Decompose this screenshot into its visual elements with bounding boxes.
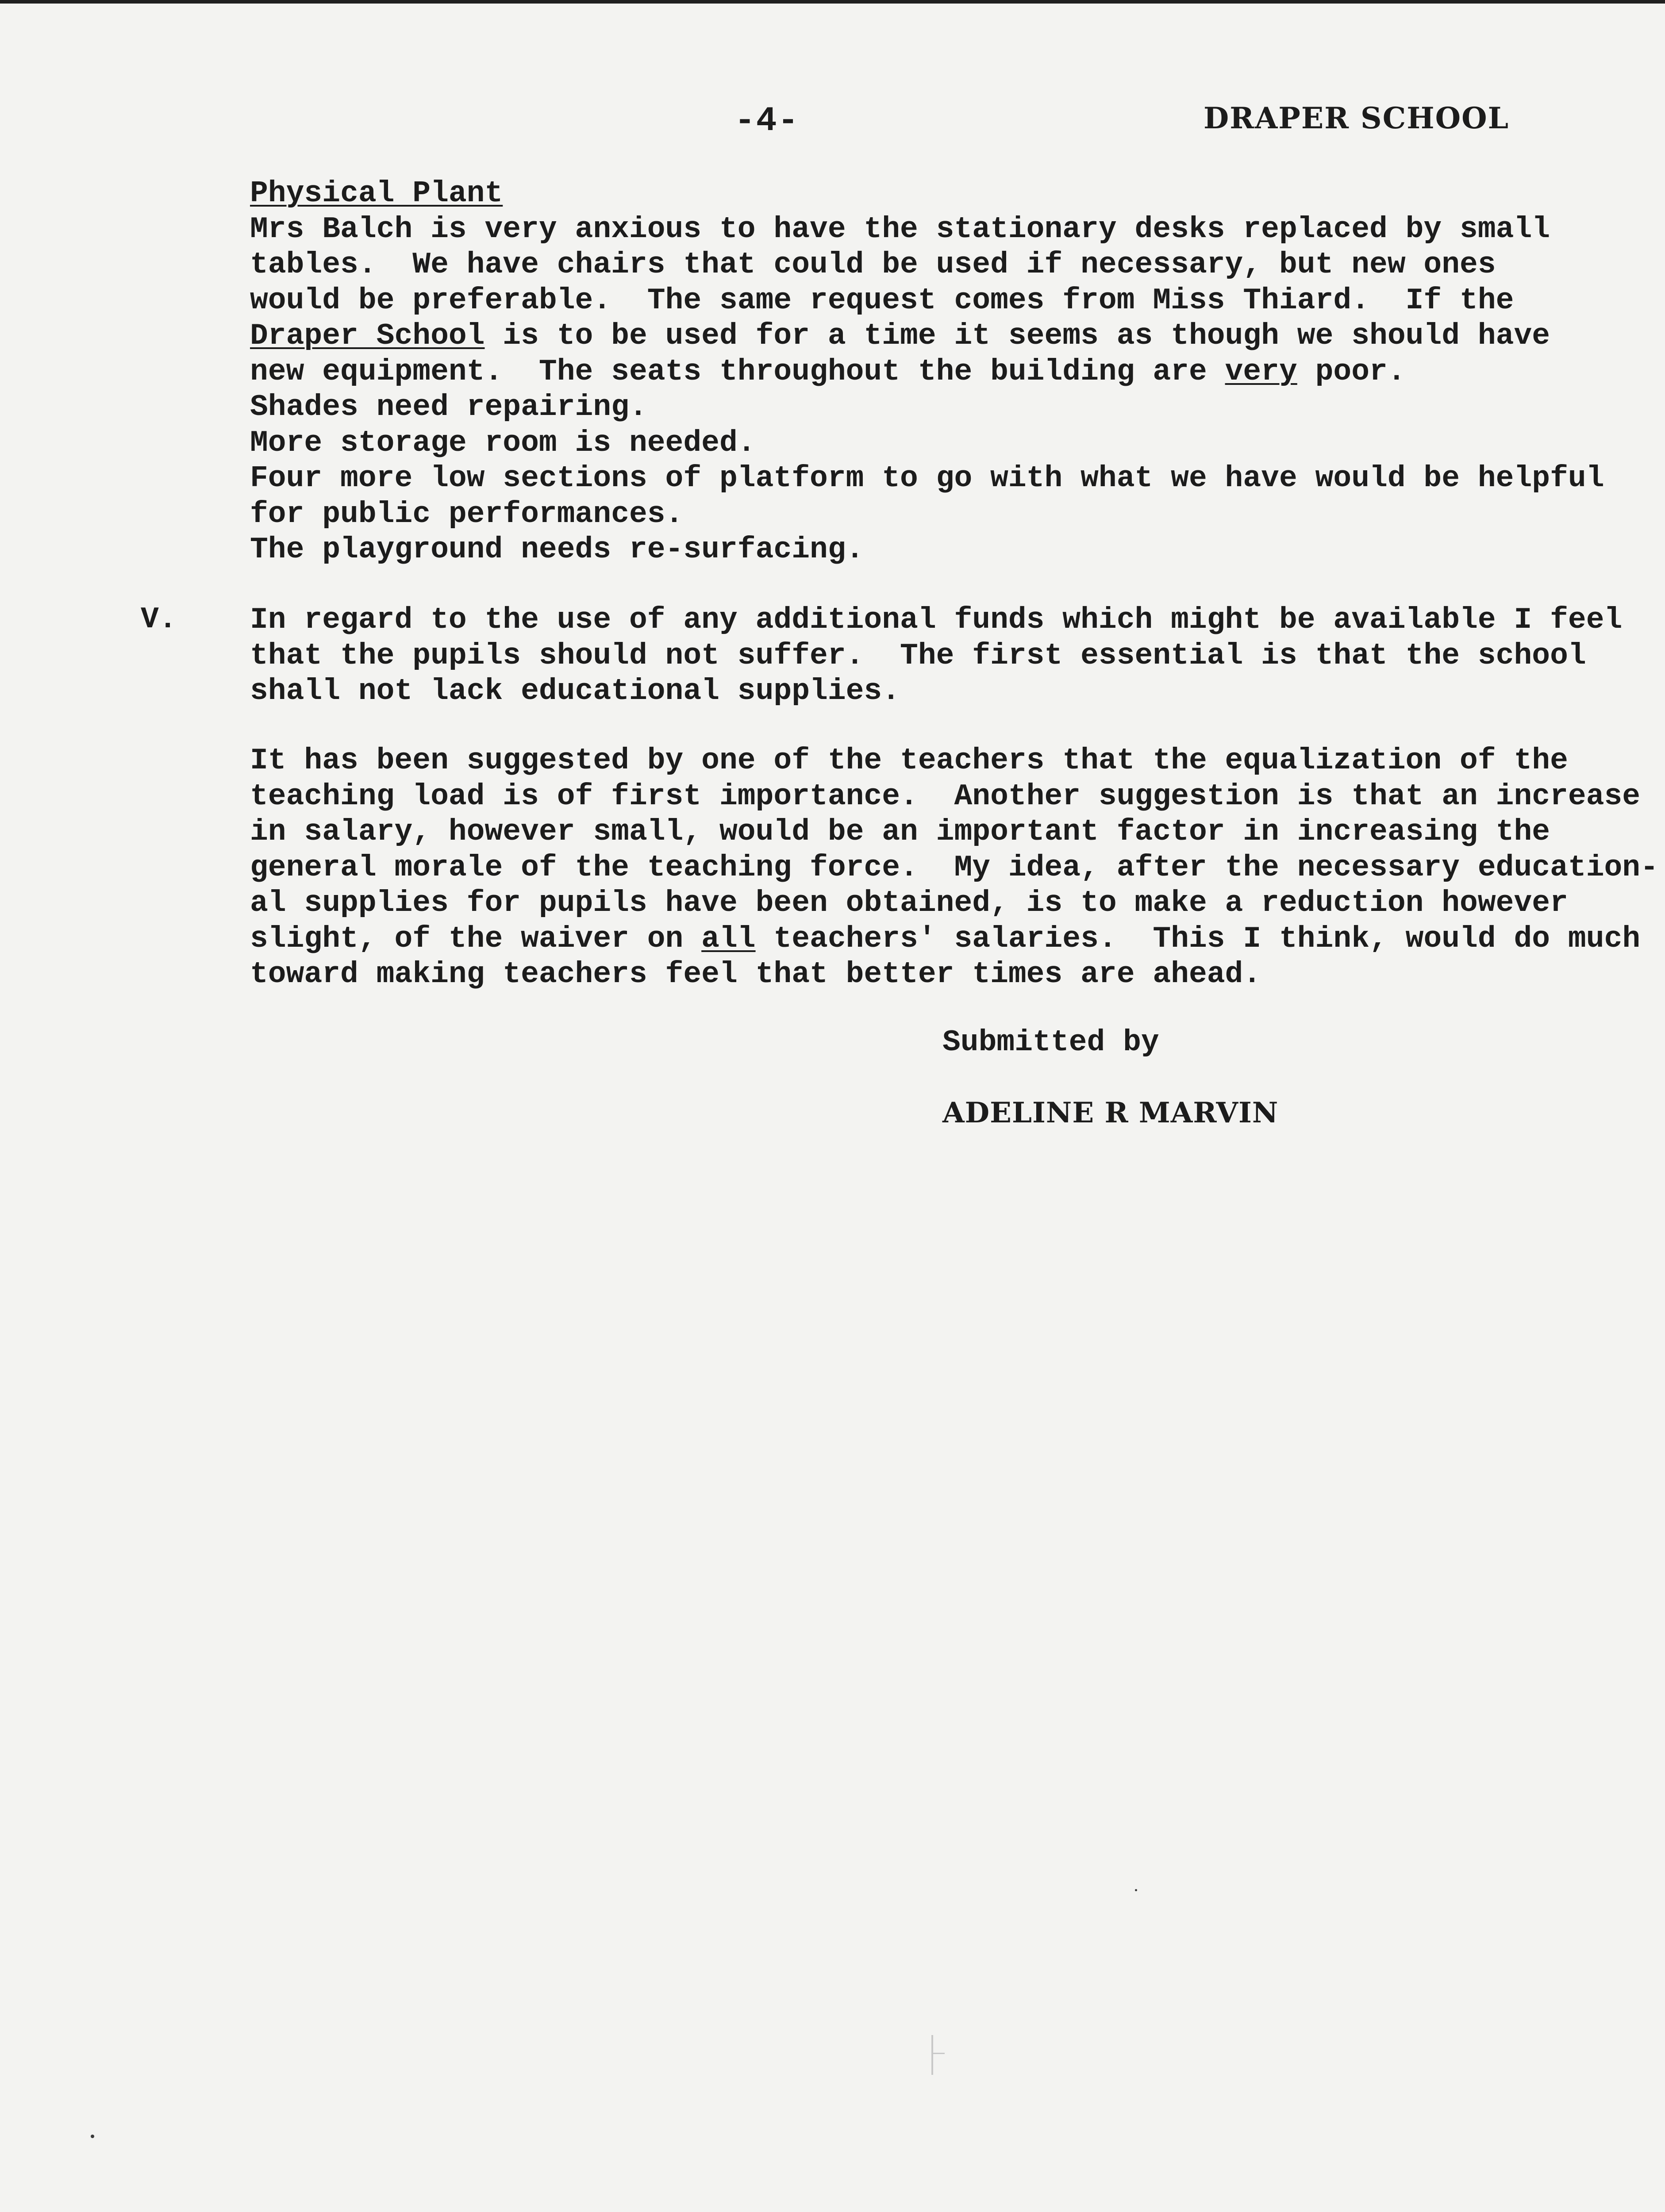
text-line: It has been suggested by one of the teachers that the equalization of the	[250, 744, 1568, 778]
text-line: shall not lack educational supplies.	[250, 674, 900, 708]
text-line: Shades need repairing.	[250, 390, 647, 424]
underlined-all: all	[701, 922, 756, 956]
scan-speck	[91, 2135, 94, 2138]
text-line: In regard to the use of any additional funds which might be available I feel	[250, 603, 1623, 637]
teachers-suggestion-paragraph	[250, 743, 1658, 993]
pencil-mark	[931, 2035, 933, 2075]
scan-speck	[1135, 1889, 1137, 1891]
page-number: -4-	[734, 102, 800, 141]
scan-top-edge	[0, 0, 1665, 4]
text-line: Mrs Balch is very anxious to have the stationary desks replaced by small	[250, 212, 1550, 246]
section-v-paragraph	[250, 603, 1644, 710]
text-line: al supplies for pupils have been obtained, is to make a reduction however	[250, 886, 1568, 920]
text-line: teachers' salaries. This I think, would do much	[755, 922, 1641, 956]
text-line: slight, of the waiver on	[250, 922, 702, 956]
section-numeral-v: V.	[141, 603, 177, 637]
text-line: toward making teachers feel that better times are ahead.	[250, 957, 1261, 991]
text-line: in salary, however small, would be an important factor in increasing the	[250, 815, 1550, 849]
text-line: teaching load is of first importance. Another suggestion is that an increase	[250, 779, 1641, 814]
running-head-school-name: DRAPER SCHOOL	[1204, 101, 1509, 135]
text-line: tables. We have chairs that could be used if necessary, but new ones	[250, 248, 1496, 282]
submitted-by-label: Submitted by	[942, 1025, 1159, 1060]
underlined-very: very	[1225, 354, 1297, 389]
text-line: general morale of the teaching force. My idea, after the necessary education-	[250, 850, 1658, 885]
text-line: More storage room is needed.	[250, 426, 756, 460]
underlined-draper-school: Draper School	[250, 319, 485, 353]
text-line: poor.	[1297, 354, 1406, 389]
physical-plant-section	[250, 176, 1644, 568]
text-line: new equipment. The seats throughout the building are	[250, 354, 1225, 389]
text-line: for public performances.	[250, 497, 684, 531]
author-signature: ADELINE R MARVIN	[942, 1096, 1279, 1129]
text-line: Four more low sections of platform to go with what we have would be helpful	[250, 461, 1604, 495]
text-line: is to be used for a time it seems as though we should have	[485, 319, 1550, 353]
physical-plant-heading: Physical Plant	[250, 177, 503, 211]
text-line: that the pupils should not suffer. The first essential is that the school	[250, 638, 1586, 673]
text-line: would be preferable. The same request comes from Miss Thiard. If the	[250, 283, 1514, 318]
text-line: The playground needs re-surfacing.	[250, 533, 864, 567]
